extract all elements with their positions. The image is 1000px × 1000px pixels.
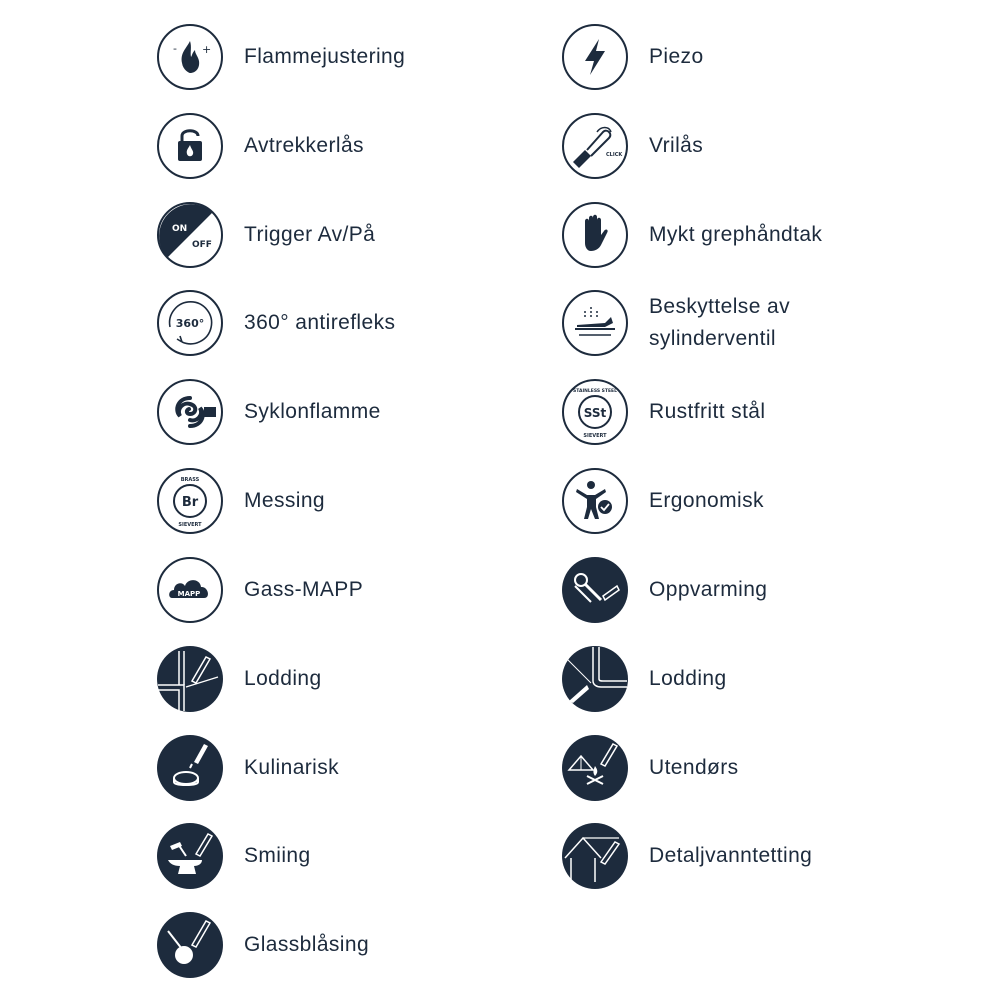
feature-label: 360° antirefleks: [244, 311, 396, 334]
feature-soldering-pipe: [561, 645, 727, 713]
forging-icon: [156, 822, 224, 890]
lightning-icon: [561, 23, 629, 91]
flame-adjust-icon: [156, 23, 224, 91]
valve-protection-icon: [561, 289, 629, 357]
feature-label: Utendørs: [649, 756, 739, 779]
soldering-icon: [156, 645, 224, 713]
feature-glassblowing: [156, 911, 369, 979]
feature-label: Smiing: [244, 844, 311, 867]
feature-flame-adjust: [156, 23, 405, 91]
feature-label: Trigger Av/På: [244, 223, 376, 246]
mapp-text: MAPP: [177, 590, 201, 598]
feature-soldering: [156, 645, 322, 713]
off-text: OFF: [192, 240, 212, 250]
feature-label: Piezo: [649, 45, 704, 68]
roof-waterproofing-icon: [561, 822, 629, 890]
feature-label: Mykt grephåndtak: [649, 223, 823, 246]
feature-twist-lock: [561, 112, 703, 180]
360-icon: [156, 289, 224, 357]
twist-lock-icon: [561, 112, 629, 180]
feature-label: Detaljvanntetting: [649, 844, 813, 867]
sst-top-text: STAINLESS STEEL: [573, 389, 617, 394]
on-text: ON: [172, 224, 188, 234]
feature-culinary: [156, 734, 339, 802]
mapp-gas-icon: [156, 556, 224, 624]
feature-label: Ergonomisk: [649, 489, 764, 512]
360-text: 360°: [175, 317, 205, 330]
feature-label: Vrilås: [649, 134, 704, 157]
feature-label: Avtrekkerlås: [244, 134, 364, 157]
feature-forging: [156, 822, 311, 890]
feature-label: Kulinarisk: [244, 756, 340, 779]
feature-label: Oppvarming: [649, 578, 768, 601]
flame-adjust-minus: -: [173, 42, 177, 55]
feature-soft-grip: [561, 201, 822, 269]
feature-piezo: [561, 23, 704, 91]
feature-trigger-on-off: [156, 201, 375, 269]
feature-stainless-steel: [561, 378, 765, 446]
glove-hand-icon: [561, 201, 629, 269]
feature-valve-protection: [561, 289, 790, 357]
brass-text: Br: [181, 495, 199, 510]
sst-bottom-text: SIEVERT: [583, 433, 607, 439]
flame-adjust-plus: +: [202, 43, 212, 56]
heating-icon: [561, 556, 629, 624]
glassblowing-icon: [156, 911, 224, 979]
click-text: CLICK: [606, 152, 623, 158]
brass-icon: [156, 467, 224, 535]
trigger-lock-icon: [156, 112, 224, 180]
on-off-icon: [156, 201, 224, 269]
feature-label: Flammejustering: [244, 45, 406, 68]
outdoor-tent-icon: [561, 734, 629, 802]
feature-label: Beskyttelse av sylinderventil: [649, 295, 790, 350]
culinary-icon: [156, 734, 224, 802]
ergonomic-person-icon: [561, 467, 629, 535]
feature-roof-waterproofing: [561, 822, 812, 890]
feature-label: Syklonflamme: [244, 400, 381, 423]
feature-trigger-lock: [156, 112, 364, 180]
feature-label: Rustfritt stål: [649, 400, 766, 423]
brass-bottom-text: SIEVERT: [178, 522, 202, 528]
stainless-steel-icon: [561, 378, 629, 446]
brass-top-text: BRASS: [180, 477, 200, 483]
feature-brass: [156, 467, 325, 535]
cyclone-flame-icon: [156, 378, 224, 446]
feature-label: Glassblåsing: [244, 933, 370, 956]
feature-360-antireflex: [156, 289, 395, 357]
feature-cyclone-flame: [156, 378, 381, 446]
feature-mapp-gas: [156, 556, 363, 624]
soldering-pipe-icon: [561, 645, 629, 713]
feature-label: Lodding: [649, 667, 727, 690]
feature-label: Gass-MAPP: [244, 578, 364, 601]
feature-label: Messing: [244, 489, 325, 512]
feature-outdoor: [561, 734, 739, 802]
sst-text: SSt: [583, 406, 607, 420]
feature-label: Lodding: [244, 667, 322, 690]
feature-ergonomic: [561, 467, 764, 535]
feature-heating: [561, 556, 767, 624]
